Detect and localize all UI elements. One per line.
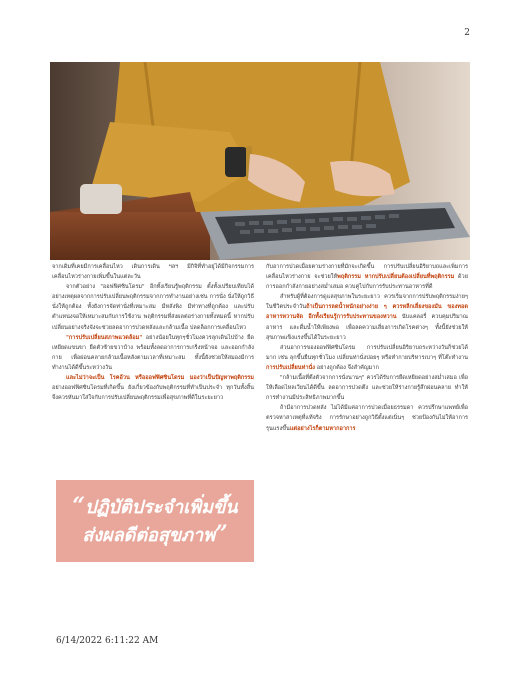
paragraph-text: สำหรับผู้ที่ต้องการดูแลสุขภาพในระยะยาว ควรเริ่มจากการปรับพฤติกรรมง่ายๆ ในชีวิตประจำวัน	[266, 294, 468, 311]
paragraph-text: ส่วนอาการของออฟฟิศซินโดรม การปรับเปลี่ยนอิริยาบถระหว่างวันก็ช่วยได้มาก เช่น ลุกขึ้นยืนทุกชั่วโมง เปลี่ยนท่านั่งบ่อยๆ หรือทำกายบริหารเบาๆ ที่โต๊ะทำงาน	[266, 344, 468, 361]
paragraph: จากเดิมที่เคยมีการเคลื่อนไหว เดินการเดิน ฯลฯ มีกิจิที่ทำอยู่ได้มีกิจกรรมการเคลื่อนไหวร่างกายเพิ่มขึ้นในแต่ละวัน	[52, 264, 254, 281]
highlight-text: แต่อย่างไรก็ตามหากอาการ	[289, 425, 356, 432]
paragraph	[52, 373, 254, 403]
highlight-text: การปรับเปลี่ยนท่านั่ง	[266, 364, 316, 371]
paragraph	[266, 343, 468, 373]
open-quote-mark: “	[72, 493, 86, 519]
hero-photo	[50, 62, 470, 260]
paragraph-text: อย่างถูกต้อง จึงสำคัญมาก	[315, 364, 379, 371]
paragraph-text: กับอาการปวดเมื่อยตามร่างกายที่มักจะเกิดขึ้น การปรับเปลี่ยนอิริยาบถและเพิ่มการเคลื่อนไหวร่างกาย จะช่วยให้	[266, 264, 468, 281]
highlight-text: พฤติกรรม หากปรับเปลี่ยนต้องเปลี่ยนที่พฤติกรรม	[337, 274, 455, 281]
highlight-text: ถ้าเป็นการลดน้ำหนักอย่างง่าย ๆ ควรหลีกเลี่ยงของมัน ของทอด อาหารหวานจัด อีกทั้งเรียนรู้การรับประทานของหวาน	[266, 304, 468, 321]
paragraph-text: ถ้ามีอาการปวดหลัง ไม่ได้มีแค่อาการปวดเมื่อยธรรมดา ควรปรึกษาแพทย์เพื่อตรวจหาสาเหตุที่แท้จริง การรักษาอย่างถูกวิธีตั้งแต่เนิ่นๆ ช่วยป้องกันไม่ให้อาการรุนแรงขึ้น	[266, 405, 468, 432]
pull-quote	[56, 480, 254, 562]
paragraph: จากตัวอย่าง "ออฟฟิศซินโดรม" อีกทั้งเรียนรู้พฤติกรรม ตั้งทั้งเปรียบเทียบได้ อย่างเหตุผลจากการปรับเปลี่ยนพฤติกรรมจากการทำงานอย่างเช่น การนั่ง นั่งให้ถูกวิธี นั่งให้ถูกต้อง ทั้งยังการจัดท่านั่งที่เหมาะสม มีหลังพิง มีท่าทางที่ถูกต้อง และปรับตำแหน่งจอให้เหมาะสมกับการใช้งาน พฤติกรรมที่ส่งผลต่อร่างกายทั้งหมดนี้ หากปรับเปลี่ยนอย่างจริงจังจะช่วยลดอาการปวดหลังและกล้ามเนื้อ ปลดล็อกการเคลื่อนไหว	[52, 284, 254, 331]
paragraph	[266, 262, 468, 292]
pull-quote-line-2	[82, 521, 227, 549]
highlight-text: "การปรับเปลี่ยนสภาพแวดล้อม"	[66, 334, 143, 341]
print-timestamp: 6/14/2022 6:11:22 AM	[56, 636, 159, 646]
pull-quote-line-1	[72, 493, 237, 521]
pull-quote-text: ปฏิบัติประจำเพิ่มขึ้น	[85, 497, 238, 518]
paragraph-text: ด้วยการออกกำลังกายอย่างสม่ำเสมอ ควบคู่ไปกับการรับประทานอาหารที่ดี	[266, 274, 468, 291]
left-text-column	[52, 262, 254, 403]
close-quote-mark: ”	[215, 521, 228, 547]
paragraph	[266, 292, 468, 342]
page-number: 2	[464, 28, 470, 38]
paragraph-text: นับแคลอรี่ ควบคุมปริมาณอาหาร และดื่มน้ำให้เพียงพอ เพื่อลดความเสี่ยงการเกิดโรคต่างๆ ทั้งนี้ยังช่วยให้สุขภาพแข็งแรงขึ้นได้ในระยะยาว	[266, 314, 468, 341]
paragraph	[266, 403, 468, 433]
highlight-text: และไม่ว่าจะเป็น โรคอ้วน หรือออฟฟิศซินโดรม มองว่าเป็นปัญหาพฤติกรรม	[66, 375, 254, 382]
paragraph: "กล้ามเนื้อที่ตึงตัวจากการนั่งนานๆ" ควรได้รับการยืดเหยียดอย่างสม่ำเสมอ เพื่อให้เลือดไหลเวียนได้ดีขึ้น ลดอาการปวดตึง และช่วยให้ร่างกายรู้สึกผ่อนคลาย ทำให้การทำงานมีประสิทธิภาพมากขึ้น	[266, 375, 468, 402]
woman-laptop-illustration	[50, 62, 470, 260]
right-text-column	[266, 262, 468, 434]
pull-quote-text: ส่งผลดีต่อสุขภาพ	[82, 525, 215, 546]
paragraph-text: อย่างออฟฟิศซินโดรมที่เกิดขึ้น ยังเกี่ยวข้องกับพฤติกรรมที่ทำเป็นประจำ ทุกวันทั้งสิ้น จึงควรหันมาใส่ใจกับการปรับเปลี่ยนพฤติกรรมเพื่อสุขภาพที่ดีในระยะยาว	[52, 385, 254, 402]
paragraph-text: อย่างน้อยในทุกๆชั่วโมงควรลุกเดินไปบ้าง ยืดเหยียดแขนขา ยืดตัวซ้ายขวาบ้าง พร้อมทั้งลดอาการการเกร็งหน้าจอ และออกกำลังกาย เพื่อผ่อนคลายกล้ามเนื้อหลังตามเวลาที่เหมาะสม ทั้งนี้ยังช่วยให้สมองมีการทำงานได้ดีขึ้นระหว่างวัน	[52, 334, 254, 371]
paragraph	[52, 333, 254, 373]
